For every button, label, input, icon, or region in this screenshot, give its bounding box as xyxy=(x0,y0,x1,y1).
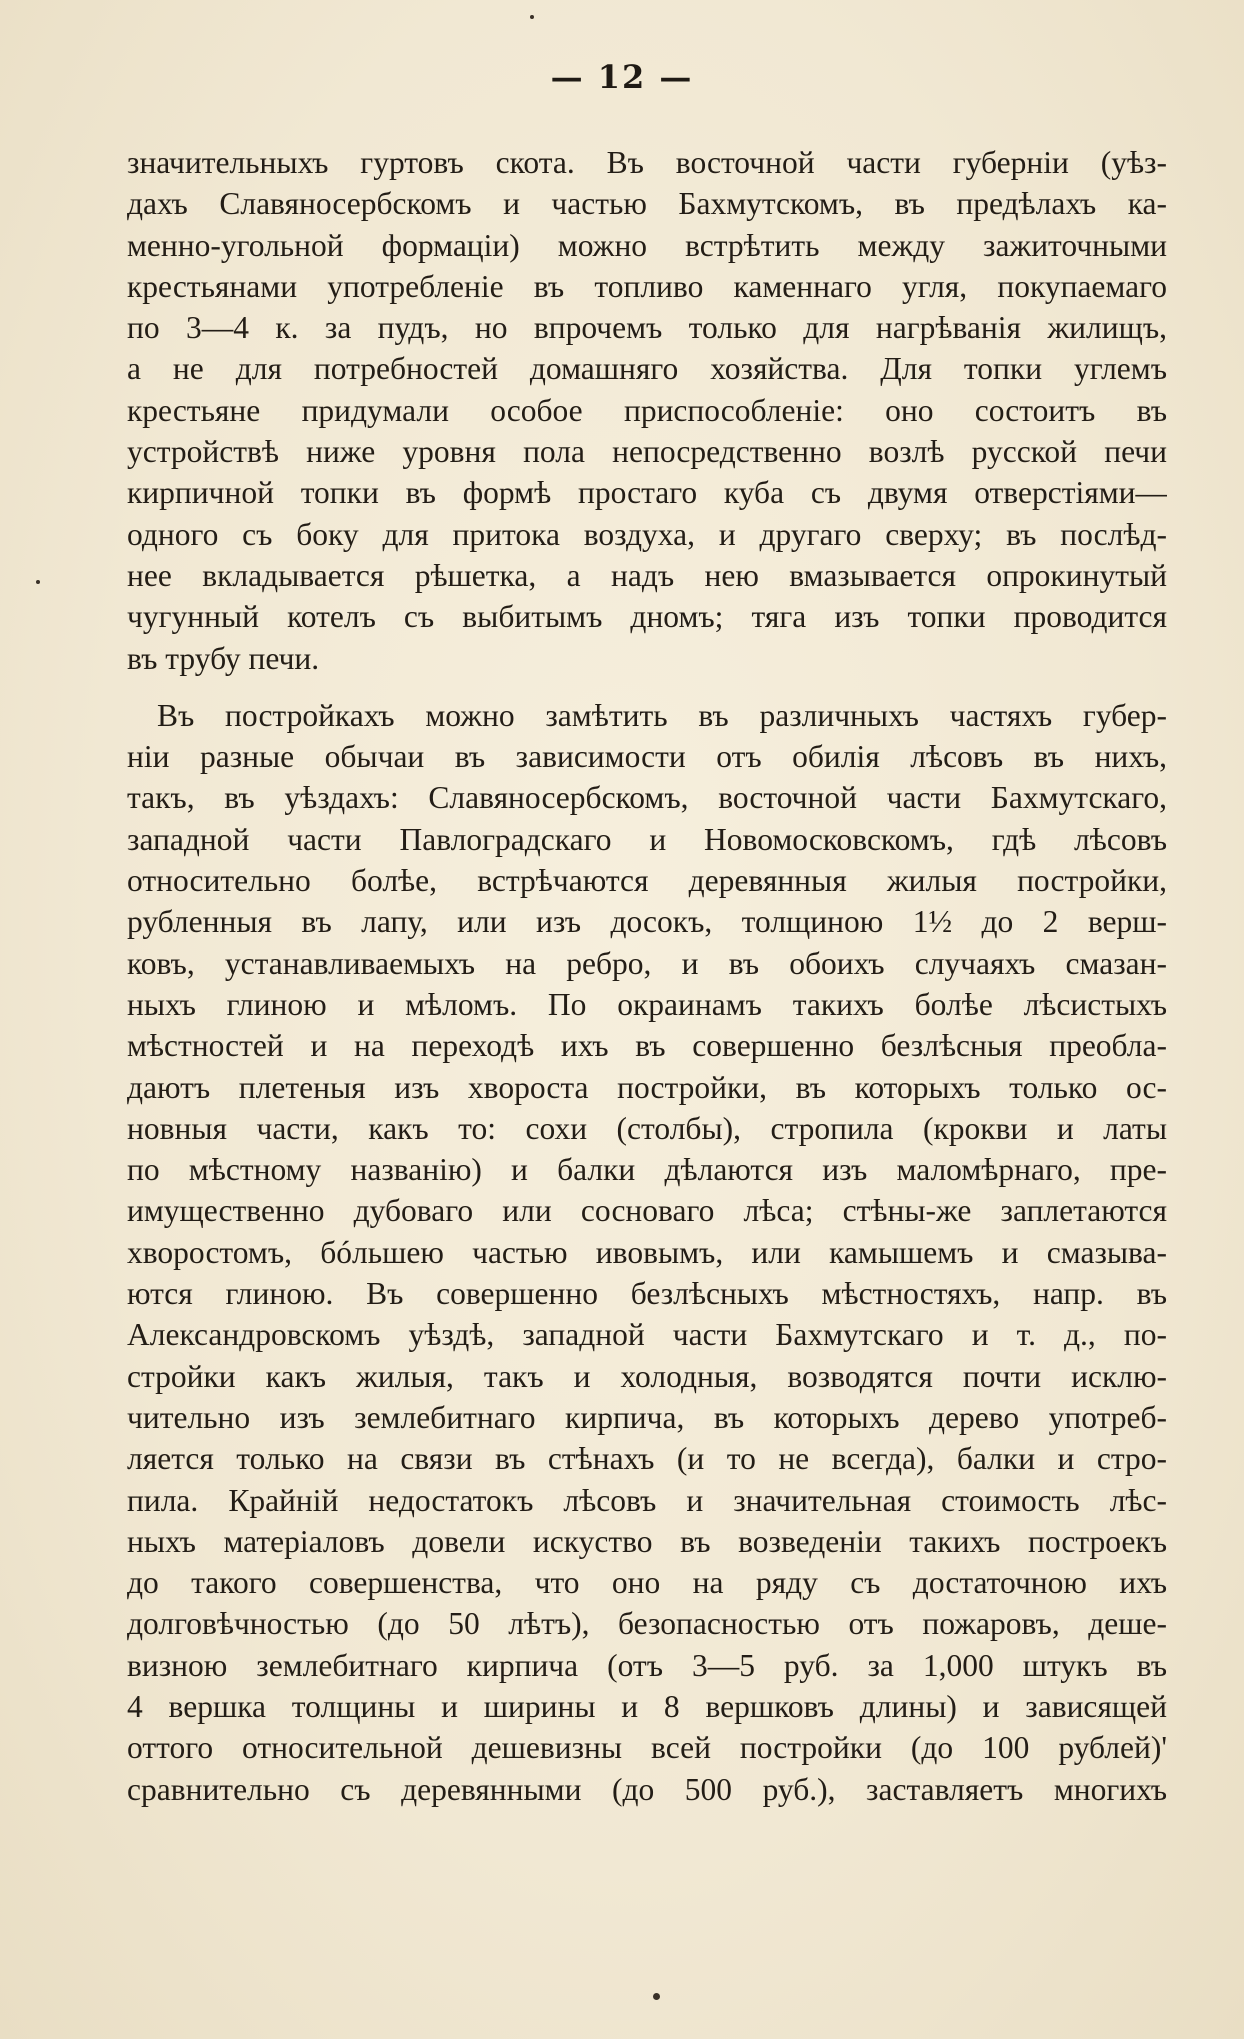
text-line: сравнительно съ деревянными (до 500 руб.), заставляетъ многихъ xyxy=(127,1771,1167,1807)
text-line: ныхъ глиною и мѣломъ. По окраинамъ такихъ болѣе лѣсистыхъ xyxy=(127,986,1167,1022)
body-text xyxy=(127,142,1167,1810)
ink-speck xyxy=(530,15,534,19)
page-number: — 12 — xyxy=(550,58,694,96)
text-line: одного съ боку для притока воздуха, и другаго сверху; въ послѣд- xyxy=(127,516,1167,552)
text-line: визною землебитнаго кирпича (отъ 3—5 руб. за 1,000 штукъ въ xyxy=(127,1647,1167,1683)
text-line: менно-угольной формаціи) можно встрѣтить между зажиточными xyxy=(127,227,1167,263)
text-line: имущественно дубоваго или сосноваго лѣса; стѣны-же заплетаются xyxy=(127,1193,1167,1229)
paragraph-1 xyxy=(127,142,1167,679)
text-line: оттого относительной дешевизны всей постройки (до 100 рублей)' xyxy=(127,1730,1167,1766)
text-line: ковъ, устанавливаемыхъ на ребро, и въ обоихъ случаяхъ смазан- xyxy=(127,945,1167,981)
text-line: ніи разные обычаи въ зависимости отъ обилія лѣсовъ въ нихъ, xyxy=(127,739,1167,775)
text-line: Александровскомъ уѣздѣ, западной части Бахмутскаго и т. д., по- xyxy=(127,1317,1167,1353)
text-line: 4 вершка толщины и ширины и 8 вершковъ длины) и зависящей xyxy=(127,1688,1167,1724)
text-line: по мѣстному названію) и балки дѣлаются изъ маломѣрнаго, пре- xyxy=(127,1152,1167,1188)
text-line: а не для потребностей домашняго хозяйства. Для топки углемъ xyxy=(127,351,1167,387)
text-line: Въ постройкахъ можно замѣтить въ различныхъ частяхъ губер- xyxy=(157,697,1167,733)
text-line: новныя части, какъ то: сохи (столбы), стропила (крокви и латы xyxy=(127,1110,1167,1146)
ink-speck xyxy=(653,1993,660,2000)
text-line: ныхъ матеріаловъ довели искуство въ возведеніи такихъ построекъ xyxy=(127,1523,1167,1559)
text-line: даютъ плетеныя изъ хвороста постройки, въ которыхъ только ос- xyxy=(127,1069,1167,1105)
text-line: ляется только на связи въ стѣнахъ (и то не всегда), балки и стро- xyxy=(127,1441,1167,1477)
text-line: крестьянами употребленіе въ топливо каменнаго угля, покупаемаго xyxy=(127,268,1167,304)
text-line: по 3—4 к. за пудъ, но впрочемъ только для нагрѣванія жилищъ, xyxy=(127,310,1167,346)
ink-speck xyxy=(36,580,40,584)
text-line: кирпичной топки въ формѣ простаго куба съ двумя отверстіями— xyxy=(127,475,1167,511)
text-line: мѣстностей и на переходѣ ихъ въ совершенно безлѣсныя преобла- xyxy=(127,1028,1167,1064)
text-line: чугунный котелъ съ выбитымъ дномъ; тяга изъ топки проводится xyxy=(127,599,1167,635)
text-line: рубленныя въ лапу, или изъ досокъ, толщиною 1½ до 2 верш- xyxy=(127,904,1167,940)
text-line: хворостомъ, бóльшею частью ивовымъ, или камышемъ и смазыва- xyxy=(127,1234,1167,1270)
text-line: такъ, въ уѣздахъ: Славяносербскомъ, восточной части Бахмутскаго, xyxy=(127,780,1167,816)
text-line: западной части Павлоградскаго и Новомосковскомъ, гдѣ лѣсовъ xyxy=(127,821,1167,857)
text-line: чительно изъ землебитнаго кирпича, въ которыхъ дерево употреб- xyxy=(127,1399,1167,1435)
text-line: стройки какъ жилыя, такъ и холодныя, возводятся почти исклю- xyxy=(127,1358,1167,1394)
text-line: въ трубу печи. xyxy=(127,640,320,676)
text-line: значительныхъ гуртовъ скота. Въ восточной части губерніи (уѣз- xyxy=(127,145,1167,180)
text-line: до такого совершенства, что оно на ряду съ достаточною ихъ xyxy=(127,1565,1167,1601)
text-line: долговѣчностью (до 50 лѣтъ), безопасностью отъ пожаровъ, деше- xyxy=(127,1606,1167,1642)
text-line: устройствѣ ниже уровня пола непосредственно возлѣ русской печи xyxy=(127,434,1167,470)
text-line: нее вкладывается рѣшетка, а надъ нею вмазывается опрокинутый xyxy=(127,557,1167,593)
text-line: дахъ Славяносербскомъ и частью Бахмутскомъ, въ предѣлахъ ка- xyxy=(127,186,1167,222)
paragraph-2 xyxy=(127,695,1167,1810)
text-line: пила. Крайній недостатокъ лѣсовъ и значительная стоимость лѣс- xyxy=(127,1482,1167,1518)
text-line: относительно болѣе, встрѣчаются деревянныя жилыя постройки, xyxy=(127,863,1167,899)
text-line: крестьяне придумали особое приспособленіе: оно состоитъ въ xyxy=(127,392,1167,428)
text-line: ются глиною. Въ совершенно безлѣсныхъ мѣстностяхъ, напр. въ xyxy=(127,1276,1167,1312)
